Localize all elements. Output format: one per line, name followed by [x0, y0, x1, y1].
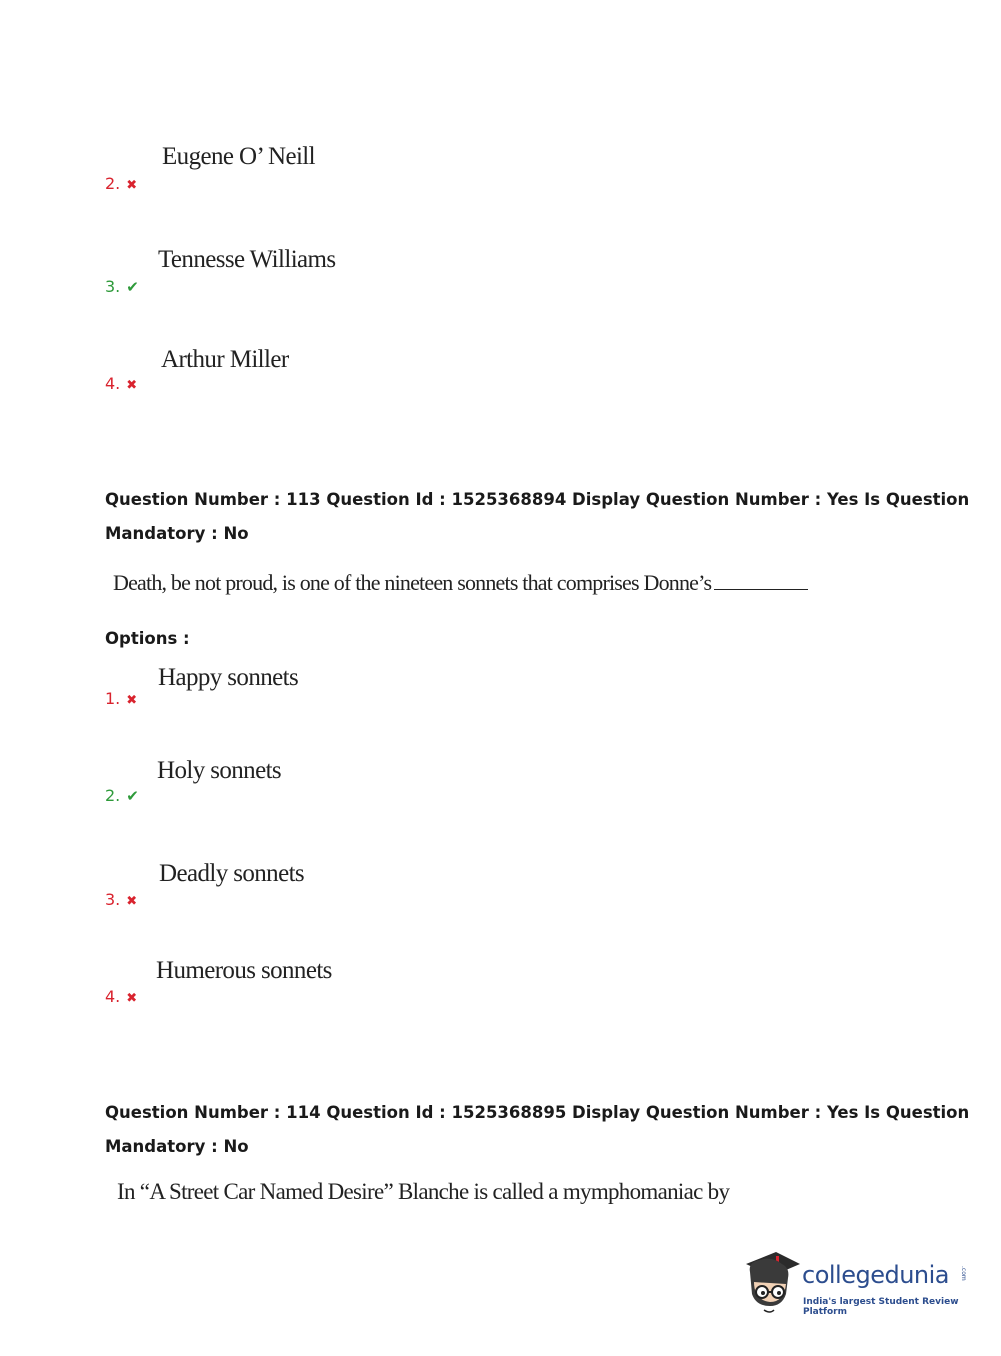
q113-option-4-text: Humerous sonnets [156, 957, 332, 984]
q112-option-3-text: Tennesse Williams [158, 246, 336, 273]
q113-option-1-text: Happy sonnets [158, 664, 299, 691]
q113-options-label: Options : [105, 629, 190, 648]
q113-option-2-text: Holy sonnets [157, 757, 282, 784]
q114-header-line2: Mandatory : No [105, 1137, 249, 1156]
cross-icon: ✖ [126, 991, 138, 1006]
check-icon: ✔ [126, 787, 139, 805]
cross-icon: ✖ [126, 178, 138, 193]
q113-option-3-number: 3. ✖ [105, 890, 138, 909]
q113-option-4-number: 4. ✖ [105, 987, 138, 1006]
q112-option-4-text: Arthur Miller [161, 346, 289, 373]
q112-option-2-number: 2. ✖ [105, 174, 138, 193]
q113-option-2-number: 2. ✔ [105, 786, 139, 805]
mascot-icon [742, 1248, 804, 1320]
q112-option-3-number: 3. ✔ [105, 277, 139, 296]
q112-option-2-text: Eugene O’ Neill [162, 143, 315, 170]
q113-option-1-number: 1. ✖ [105, 689, 138, 708]
cross-icon: ✖ [126, 378, 138, 393]
q113-option-3-text: Deadly sonnets [159, 860, 305, 887]
check-icon: ✔ [126, 278, 139, 296]
cross-icon: ✖ [126, 693, 138, 708]
q114-header-line1: Question Number : 114 Question Id : 1525368895 Display Question Number : Yes Is Question [105, 1103, 970, 1122]
q113-question-text: Death, be not proud, is one of the nineteen sonnets that comprises Donne’s [113, 570, 808, 596]
logo-wordmark: collegedunia [802, 1261, 950, 1289]
answer-blank [714, 588, 808, 590]
q113-header-line2: Mandatory : No [105, 524, 249, 543]
q112-option-4-number: 4. ✖ [105, 374, 138, 393]
logo-tagline: India's largest Student Review Platform [803, 1297, 959, 1317]
q113-header-line1: Question Number : 113 Question Id : 1525368894 Display Question Number : Yes Is Question [105, 490, 970, 509]
collegedunia-logo [742, 1248, 972, 1320]
logo-com: .com [960, 1266, 967, 1281]
cross-icon: ✖ [126, 894, 138, 909]
q114-question-text: In “A Street Car Named Desire” Blanche is called a mymphomaniac by [117, 1179, 730, 1204]
